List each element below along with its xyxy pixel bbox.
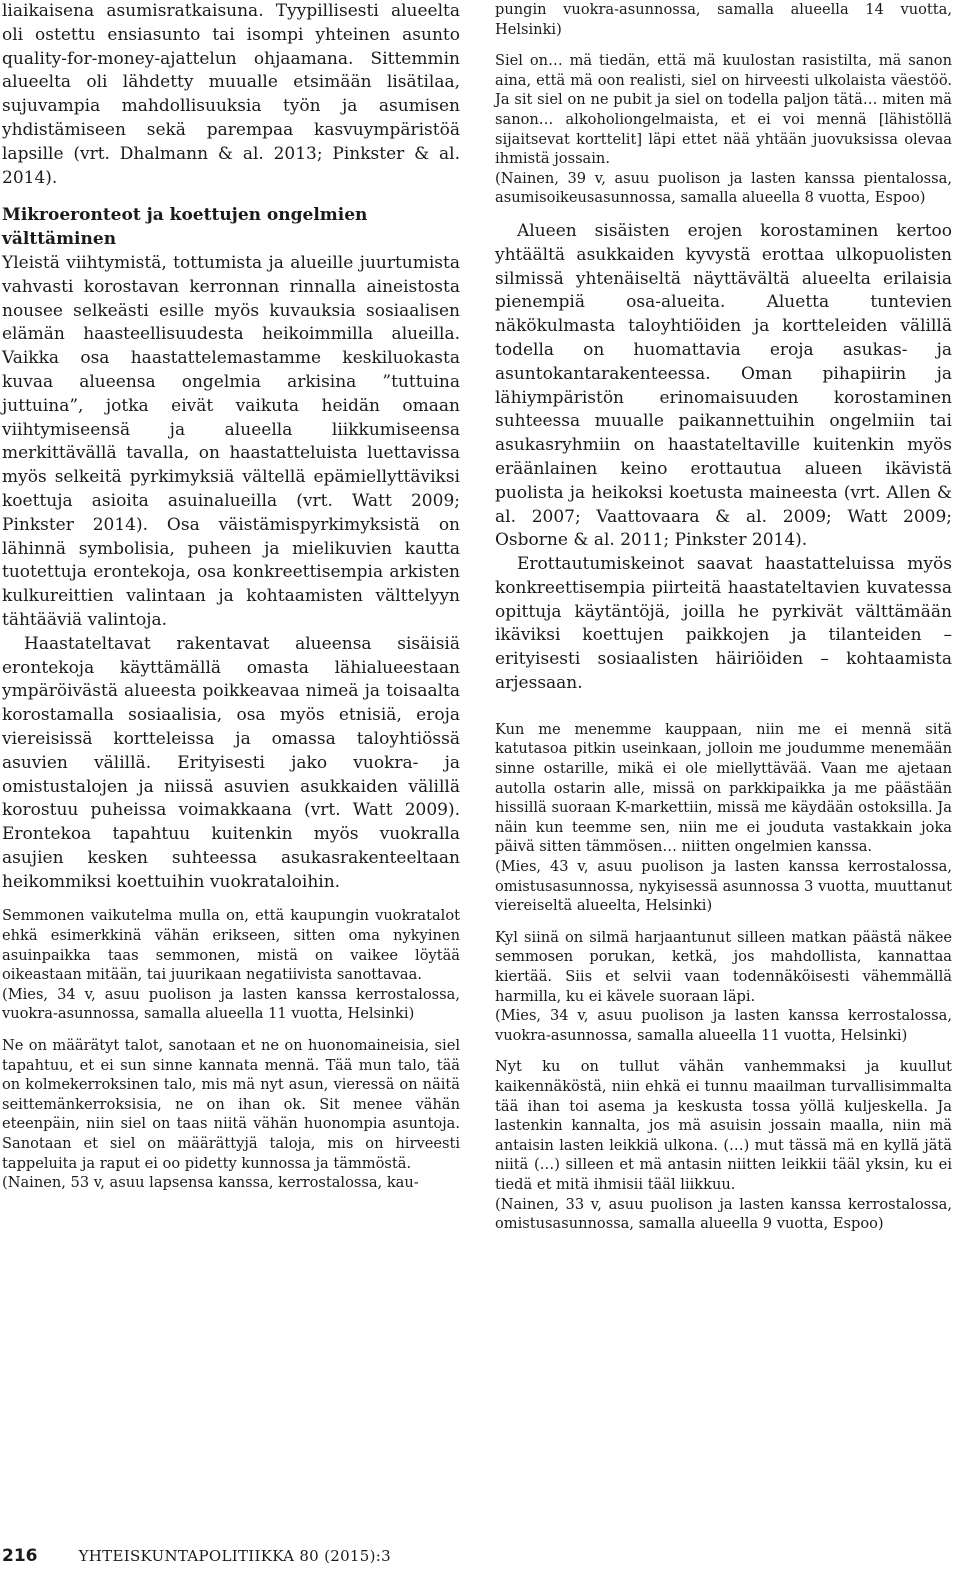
quote-source: (Nainen, 53 v, asuu lapsensa kanssa, kerrostalossa, kau- [2, 1174, 419, 1192]
paragraph: Yleistä viihtymistä, tottumista ja alueille juurtumista vahvasti korostavan kerronnan rinnalla aineistosta nousee selkeästi esille myös kuvauksia sosiaalisen elämän haasteellisuudesta heikoimmilla alueilla. Vaikka osa haastattelemastamme keskiluokasta kuvaa alueensa ongelmia arkisina ”tuttuina juttuina”, jotka eivät vaikuta heidän omaan viihtymiseensä ja alueella liikkumiseensa merkittävällä tavalla, on haastatteluista luettavissa myös selkeitä pyrkimyksiä vältellä epämiellyttäviksi koettuja asioita asuinalueilla (vrt. Watt 2009; Pinkster 2014). Osa väistämispyrkimyksistä on lähinnä symbolisia, puheen ja mielikuvien kautta tuotettuja erontekoja, osa konkreettisempia arkisten kulkureittien valintaan ja kohtaamisten välttelyyn tähtääviä valintoja. [2, 252, 460, 630]
quote-text: Ne on määrätyt talot, sanotaan et ne on huonomaineisia, siel tapahtuu, et ei sun sinne kannata mennä. Tää mun talo, tää on kolmekerroksinen talo, mis mä nyt asun, vieressä on näitä seittemänkerroksisia, ne on ihan ok. Sit menee vähän eteenpäin, niin siel on taas niitä vähän huonompia asuntoja. Sanotaan et siel on määrättyjä taloja, mis on hirveesti tappeluita ja raput ei oo pidetty kunnossa ja tämmöstä. [2, 1037, 460, 1172]
right-column [495, 0, 952, 1234]
paragraph: Haastateltavat rakentavat alueensa sisäisiä erontekoja käyttämällä omasta lähialueestaan ympäröivästä alueesta poikkeavaa nimeä ja toisaalta korostamalla sosiaalisia, osa myös etnisiä, eroja viereisissä kortteleissa ja omassa taloyhtiössä asuvien välillä. Erityisesti jako vuokra- ja omistustalojen ja niissä asuvien asukkaiden välillä korostuu puheissa voimakkaana (vrt. Watt 2009). Erontekoa tapahtuu kuitenkin myös vuokralla asujien kesken suhteessa asukasrakenteeltaan heikommiksi koettuihin vuokrataloihin. [2, 633, 460, 892]
quote-source: (Mies, 34 v, asuu puolison ja lasten kanssa kerrostalossa, vuokra-asunnossa, samalla alueella 11 vuotta, Helsinki) [2, 985, 460, 1023]
page-number: 216 [2, 1546, 38, 1566]
quote-text: Nyt ku on tullut vähän vanhemmaksi ja kuullut kaikennäköstä, niin ehkä ei tunnu maailman turvallisimmalta tää ihan toi asema ja keskusta tossa yöllä kuljeskella. Ja lastenkin kannalta, jos mä asuisin jossain maalla, niin mä antaisin lasten leikkiä ulkona. (…) mut tässä mä en kyllä jätä niitä (…) silleen et mä antasin niitten leikkii tääl yksin, ku ei tiedä et mitä ihmisii tääl liikkuu. [495, 1058, 952, 1193]
paragraph: liaikaisena asumisratkaisuna. Tyypillisesti alueelta oli ostettu ensiasunto tai isompi yhteinen asunto quality-for-money-ajattelun ohjaamana. Sittemmin alueelta oli lähdetty muualle etsimään lisätilaa, sujuvampia mahdollisuuksia työn ja asumisen yhdistämiseen sekä parempaa kasvuympäristöä lapsille (vrt. Dhalmann & al. 2013; Pinkster & al. 2014). [2, 1, 460, 188]
section-heading: Mikroeronteot ja koettujen ongelmien välttäminen [2, 205, 368, 250]
left-column [2, 0, 460, 1193]
interview-quote [495, 51, 952, 208]
quote-text: Siel on… mä tiedän, että mä kuulostan rasistilta, mä sanon aina, että mä oon realisti, siel on hirveesti ulkolaista väestöö. Ja sit siel on ne pubit ja siel on todella paljon tätä… miten mä sanon… alkoholiongelmaista, et ei voi mennä [lähistöllä sijaitsevat korttelit] läpi ettet nää yhtään juovuksissa olevaa ihmistä jossain. [495, 52, 952, 168]
quote-text: Semmonen vaikutelma mulla on, että kaupungin vuokratalot ehkä esimerkkinä vähän erikseen, sitten oma nykyinen asuinpaikka taas semmonen, mistä on vaikee löytää oikeastaan mitään, tai juurikaan negatiivista sanottavaa. [2, 907, 460, 984]
quote-source: (Nainen, 33 v, asuu puolison ja lasten kanssa kerrostalossa, omistusasunnossa, samalla alueella 9 vuotta, Espoo) [495, 1195, 952, 1233]
interview-quote [2, 1036, 460, 1193]
journal-reference: YHTEISKUNTAPOLITIIKKA 80 (2015):3 [78, 1547, 391, 1565]
quote-text: Kyl siinä on silmä harjaantunut silleen matkan päästä näkee semmosen porukan, ketkä, jos mahdollista, kannattaa kiertää. Siis et selvii vaan todennäköisesti vähemmällä harmilla, ku ei kävele suoraan läpi. [495, 928, 952, 1005]
page-footer [2, 1546, 391, 1566]
quote-source: pungin vuokra-asunnossa, samalla alueella 14 vuotta, Helsinki) [495, 1, 952, 38]
quote-source: (Mies, 43 v, asuu puolison ja lasten kanssa kerrostalossa, omistusasunnossa, nykyisessä asunnossa 3 vuotta, muuttanut viereiseltä alueelta, Helsinki) [495, 858, 952, 915]
paragraph: Erottautumiskeinot saavat haastatteluissa myös konkreettisempia piirteitä haastateltavien kuvatessa opittuja käytäntöjä, joilla he pyrkivät välttämään ikäviksi koettujen paikkojen ja tilanteiden – erityisesti sosiaalisten häiriöiden – kohtaamista arjessaan. [495, 554, 952, 694]
quote-text: Kun me menemme kauppaan, niin me ei mennä sitä katutasoa pitkin useinkaan, jolloin me joudumme menemään sinne ostarille, mikä ei ole miellyttävää. Vaan me ajetaan autolla ostarin alle, missä on parkkipaikka ja me päästään hissillä suoraan K-markettiin, missä me käydään ostoksilla. Ja näin kun teemme sen, niin me ei jouduta vastakkain joka päivä sitten tämmösen… niitten ongelmien kanssa. [495, 720, 952, 856]
quote-source: (Nainen, 39 v, asuu puolison ja lasten kanssa pientalossa, asumisoikeusasunnossa, samalla alueella 8 vuotta, Espoo) [495, 169, 952, 207]
quote-source: (Mies, 34 v, asuu puolison ja lasten kanssa kerrostalossa, vuokra-asunnossa, samalla alueella 11 vuotta, Helsinki) [495, 1007, 952, 1044]
interview-quote [495, 1057, 952, 1233]
interview-quote [2, 906, 460, 1024]
interview-quote [495, 720, 952, 916]
paragraph: Alueen sisäisten erojen korostaminen kertoo yhtäältä asukkaiden kyvystä erottaa ulkopuolisten silmissä yhtenäiseltä näyttävältä alueelta erilaisia pienempiä osa-alueita. Aluetta tuntevien näkökulmasta taloyhtiöiden ja kortteleiden välillä todella on huomattavia eroja asukas- ja asuntokantarakenteessa. Oman pihapiirin ja lähiympäristön erinomaisuuden korostaminen suhteessa muualle paikannettuihin ongelmiin tai asukasryhmiin on haastateltaville kuitenkin myös eräänlainen keino erottautua alueen ikävistä puolista ja heikoksi koetusta maineesta (vrt. Allen & al. 2007; Vaattovaara & al. 2009; Watt 2009; Osborne & al. 2011; Pinkster 2014). [495, 220, 952, 551]
interview-quote [495, 928, 952, 1046]
